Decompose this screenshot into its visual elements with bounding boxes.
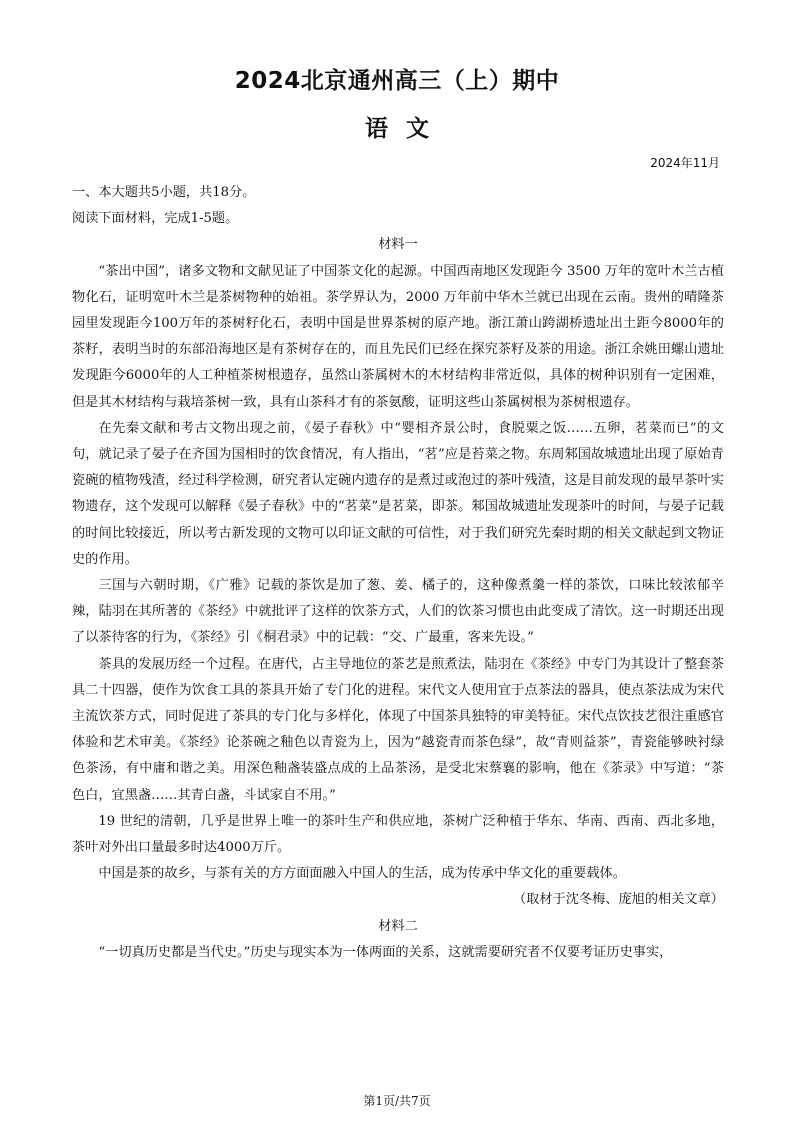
material-one-title: 材料一 [378, 237, 418, 253]
subject-title: 语 文 [364, 116, 429, 142]
material-one-paragraph: 中国是茶的故乡，与茶有关的方方面面融入中国人的生活，成为传承中华文化的重要载体。 [98, 866, 626, 882]
reading-instruction: 阅读下面材料，完成1-5题。 [72, 211, 239, 227]
material-one-paragraph: “茶出中国”，诸多文物和文献见证了中国茶文化的起源。中国西南地区发现距今 3500 万年的宽叶木兰古植物化石，证明宽叶木兰是茶树物种的始祖。茶学界认为，2000 万年前中华木兰就已出现在云南。贵州的晴隆茶园里发现距今100万年的茶树籽化石，表明中国是世界茶树的原产地。浙江萧山跨湖桥遗址出土距今8000年的茶籽，表明当时的东部沿海地区是有茶树存在的，而且先民们已经在探究茶籽及茶的用途。浙江余姚田螺山遗址发现距今6000年的人工种植茶树根遗存，虽然山茶属树木的木材结构非常近似，具体的树种识别有一定困难，但是其木材结构与栽培茶树一致，具有山茶科才有的茶氨酸，证明这些山茶属树根为茶树根遗存。 [72, 263, 724, 410]
material-one-paragraph: 三国与六朝时期，《广雅》记载的茶饮是加了葱、姜、橘子的，这种像煮羹一样的茶饮，口味比较浓郁辛辣，陆羽在其所著的《茶经》中就批评了这样的饮茶方式，人们的饮茶习惯也由此变成了清饮。这一时期还出现了以茶待客的行为，《茶经》引《桐君录》中的记载：“交、广最重，客来先设。” [72, 578, 724, 646]
exam-date: 2024年11月 [650, 156, 720, 170]
material-two-title: 材料二 [378, 918, 418, 934]
exam-content [72, 180, 724, 966]
material-one-paragraph: 19 世纪的清朝，几乎是世界上唯一的茶叶生产和供应地，茶树广泛种植于华东、华南、西南、西北多地，茶叶对外出口量最多时达4000万斤。 [72, 813, 724, 856]
section-heading: 一、本大题共5小题，共18分。 [72, 185, 256, 200]
material-one-paragraph: 在先秦文献和考古文物出现之前，《晏子春秋》中“婴相齐景公时，食脱粟之饭……五卵，茗菜而已”的文句，就记录了晏子在齐国为国相时的饮食情况，有人指出，“茗”应是苔菜之物。东周邾国故城遗址出现了原始青瓷碗的植物残渣，经过科学检测，研究者认定碗内遗存的是煮过或泡过的茶叶残渣，这是目前发现的最早茶叶实物遗存，这个发现可以解释《晏子春秋》中的“茗菜”是茗菜，即茶。邾国故城遗址发现茶叶的时间，与晏子记载的时间比较接近，所以考古新发现的文物可以印证文献的可信性，对于我们研究先秦时期的相关文献起到文物证史的作用。 [72, 420, 724, 567]
page-number: 第1页/共7页 [363, 1094, 431, 1108]
exam-title: 2024北京通州高三（上）期中 [234, 68, 560, 94]
material-one-paragraph: 茶具的发展历经一个过程。在唐代，占主导地位的茶艺是煎煮法，陆羽在《茶经》中专门为其设计了整套茶具二十四器，使作为饮食工具的茶具开始了专门化的进程。宋代文人使用宜于点茶法的器具，使点茶法成为宋代主流饮茶方式，同时促进了茶具的专门化与多样化，体现了中国茶具独特的审美特征。宋代点饮技艺很注重感官体验和艺术审美。《茶经》论茶碗之釉色以青瓷为上，因为“越瓷青而茶色绿”，故“青则益茶”，青瓷能够映衬绿色茶汤，有中庸和谐之美。用深色釉盏装盛点成的上品茶汤，是受北宋蔡襄的影响，他在《茶录》中写道：“茶色白，宜黑盏……其青白盏，斗试家自不用。” [72, 656, 724, 803]
material-one-source: （取材于沈冬梅、庞旭的相关文章） [513, 892, 724, 908]
material-two-paragraph: “一切真历史都是当代史。”历史与现实本为一体两面的关系，这就需要研究者不仅要考证历史事实， [98, 944, 673, 960]
